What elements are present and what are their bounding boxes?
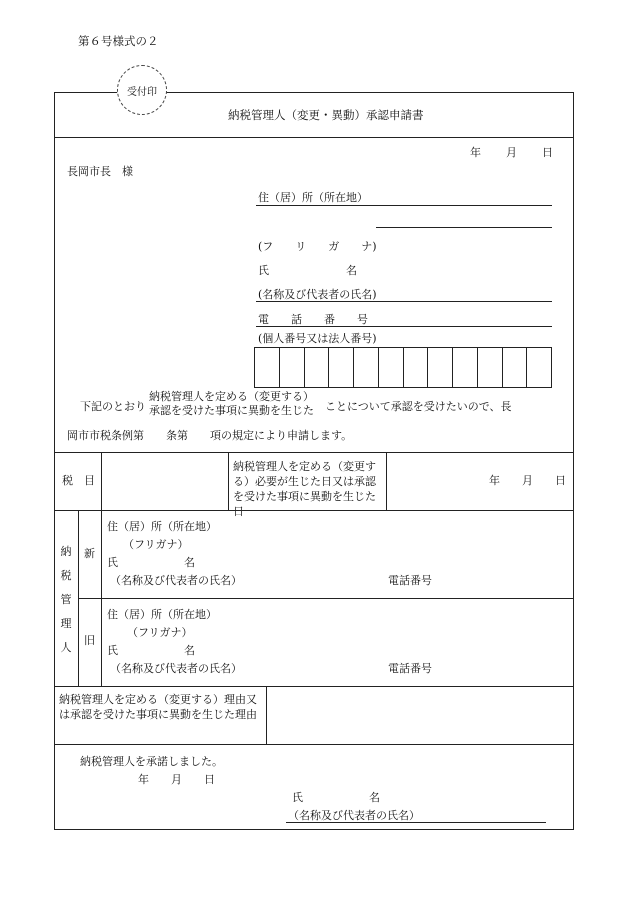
- id-digit-box[interactable]: [329, 348, 354, 387]
- acceptance-name-label: 氏 名: [292, 791, 380, 804]
- form-title: 納税管理人（変更・異動）承認申請書: [228, 108, 424, 122]
- manager-old-label: 旧: [84, 634, 95, 647]
- applicant-id-label: (個人番号又は法人番号): [258, 332, 377, 345]
- id-digit-box[interactable]: [503, 348, 528, 387]
- applicant-furigana-label: (フ リ ガ ナ): [258, 240, 377, 253]
- reason-col-divider: [266, 686, 267, 744]
- header-day: 日: [542, 146, 553, 159]
- acceptance-text: 納税管理人を承諾しました。: [80, 755, 223, 768]
- tax-col-divider-1: [101, 452, 102, 510]
- new-name-note: （名称及び代表者の氏名）: [110, 574, 242, 587]
- acceptance-name-note: （名称及び代表者の氏名）: [288, 809, 420, 822]
- old-furigana-label: （フリガナ）: [127, 626, 193, 639]
- header-year: 年: [470, 146, 481, 159]
- old-address-label: 住（居）所（所在地）: [107, 608, 217, 621]
- id-number-boxes[interactable]: [254, 347, 552, 388]
- reception-stamp-circle: [117, 65, 167, 115]
- header-month: 月: [506, 146, 517, 159]
- applicant-phone-line[interactable]: [256, 326, 552, 327]
- old-name-note: （名称及び代表者の氏名）: [110, 662, 242, 675]
- applicant-address-label: 住（居）所（所在地）: [258, 191, 368, 204]
- acceptance-name-line[interactable]: [286, 822, 546, 823]
- applicant-name-note: (名称及び代表者の氏名): [258, 288, 377, 301]
- statement-suffix: ことについて承認を受けたいので、長: [325, 400, 512, 413]
- applicant-name-label: 氏 名: [258, 264, 357, 277]
- new-name-label: 氏 名: [107, 556, 195, 569]
- acceptance-date: 年 月 日: [138, 773, 215, 786]
- tax-col-divider-2: [228, 452, 229, 510]
- id-digit-box[interactable]: [305, 348, 330, 387]
- statement-line-2: 岡市市税条例第 条第 項の規定により申請します。: [67, 429, 353, 442]
- id-digit-box[interactable]: [255, 348, 280, 387]
- applicant-address-line[interactable]: [256, 205, 552, 206]
- id-digit-box[interactable]: [404, 348, 429, 387]
- id-digit-box[interactable]: [428, 348, 453, 387]
- id-digit-box[interactable]: [527, 348, 551, 387]
- id-digit-box[interactable]: [478, 348, 503, 387]
- tax-col-divider-3: [386, 452, 387, 510]
- tax-date-question: 納税管理人を定める（変更する）必要が生じた日又は承認を受けた事項に異動を生じた日: [233, 460, 376, 518]
- id-digit-box[interactable]: [280, 348, 305, 387]
- section-divider-reason: [54, 686, 574, 687]
- new-furigana-label: （フリガナ）: [123, 538, 189, 551]
- statement-option-define: 納税管理人を定める（変更する）: [149, 390, 314, 403]
- new-address-label: 住（居）所（所在地）: [107, 520, 217, 533]
- stamp-label: 受付印: [127, 86, 157, 98]
- section-divider-manager: [54, 510, 574, 511]
- applicant-name-line[interactable]: [256, 301, 552, 302]
- statement-prefix: 下記のとおり: [80, 400, 146, 413]
- applicant-phone-label: 電 話 番 号: [258, 313, 368, 326]
- manager-new-label: 新: [84, 547, 95, 560]
- form-number: 第６号様式の２: [78, 34, 159, 48]
- section-divider-acceptance: [54, 744, 574, 745]
- applicant-address-line-2[interactable]: [376, 227, 552, 228]
- new-phone-label: 電話番号: [388, 574, 432, 587]
- addressee: 長岡市長 様: [67, 165, 133, 178]
- id-digit-box[interactable]: [379, 348, 404, 387]
- id-digit-box[interactable]: [453, 348, 478, 387]
- old-name-label: 氏 名: [107, 644, 195, 657]
- tax-date-value: 年 月 日: [489, 474, 566, 487]
- title-divider: [54, 137, 574, 138]
- section-divider-tax: [54, 452, 574, 453]
- statement-option-change: 承認を受けた事項に異動を生じた: [149, 404, 314, 417]
- old-phone-label: 電話番号: [388, 662, 432, 675]
- manager-new-old-divider: [78, 598, 574, 599]
- reason-label: 納税管理人を定める（変更する）理由又は承認を受けた事項に異動を生じた理由: [59, 693, 257, 721]
- manager-label-vertical: 納 税 管 理 人: [60, 545, 72, 654]
- tax-item-label: 税 目: [62, 474, 95, 487]
- id-digit-box[interactable]: [354, 348, 379, 387]
